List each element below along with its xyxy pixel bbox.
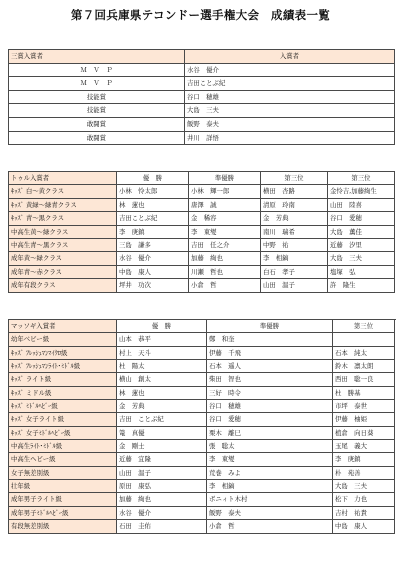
second-place: 張 聡太 — [207, 440, 333, 453]
sanshou-row — [9, 104, 395, 118]
second-place: 李 東燮 — [189, 225, 261, 238]
second-place: 川瀬 哲也 — [189, 265, 261, 278]
sparring-row — [9, 493, 395, 506]
tul-row — [9, 265, 395, 278]
third-place: 中島 康人 — [333, 520, 395, 533]
third-place: 白石 孝子 — [261, 265, 328, 278]
third-place: 市坪 泰世 — [333, 400, 395, 413]
sparring-header-1: 優 勝 — [117, 320, 207, 333]
division-label: 中高生黄～緑クラス — [9, 225, 117, 238]
tul-header-1: 優 勝 — [117, 172, 189, 185]
second-place: 飯野 泰夫 — [207, 506, 333, 519]
sparring-row — [9, 440, 395, 453]
tul-header-4: 第三位 — [328, 172, 395, 185]
tul-row — [9, 238, 395, 251]
winner-name: 大島 三夫 — [185, 104, 395, 118]
sanshou-row — [9, 63, 395, 77]
winner-name: 吉田ことぶ紀 — [185, 77, 395, 91]
second-place: 栗木 離巳 — [207, 426, 333, 439]
division-label: ｷｯｽﾞ ﾐﾄﾞﾙﾍﾋﾞｰ級 — [9, 400, 117, 413]
division-label: 成年男子ライト級 — [9, 493, 117, 506]
first-place: 坪井 功次 — [117, 279, 189, 292]
winner-name: 谷口 穂雄 — [185, 90, 395, 104]
division-label: ｷｯｽﾞ 女子ﾐﾄﾞﾙﾍﾋﾞｰ級 — [9, 426, 117, 439]
winner-name: 水谷 優介 — [185, 63, 395, 77]
award-label: 技能賞 — [9, 104, 185, 118]
sanshou-row — [9, 131, 395, 145]
third-place: 西田 聡一良 — [333, 373, 395, 386]
second-place: 伊藤 千飛 — [207, 346, 333, 359]
first-place: 李 庚鎮 — [117, 225, 189, 238]
second-place: 三好 時令 — [207, 386, 333, 399]
third-place-alt: 塩塚 弘 — [328, 265, 395, 278]
tul-table — [8, 171, 395, 293]
tul-row — [9, 225, 395, 238]
division-label: 成年黄～緑クラス — [9, 252, 117, 265]
first-place: 水谷 優介 — [117, 506, 207, 519]
winner-name: 井川 詳悟 — [185, 131, 395, 145]
sparring-row — [9, 386, 395, 399]
first-place: 原田 康弘 — [117, 480, 207, 493]
winner-name: 飯野 泰夫 — [185, 117, 395, 131]
division-label: 中高生青～黒クラス — [9, 238, 117, 251]
third-place: 山田 温子 — [261, 279, 328, 292]
division-label: 壮年級 — [9, 480, 117, 493]
tul-row — [9, 212, 395, 225]
sparring-row — [9, 333, 395, 346]
division-label: 中高生ヘビー級 — [9, 453, 117, 466]
first-place: 金 剛士 — [117, 440, 207, 453]
sparring-row — [9, 373, 395, 386]
first-place: 小林 怜太郎 — [117, 185, 189, 198]
third-place — [333, 333, 395, 346]
award-label: 敢闘賞 — [9, 131, 185, 145]
first-place: 村上 天斗 — [117, 346, 207, 359]
third-place: 李 庚鎮 — [333, 453, 395, 466]
third-place-alt: 谷口 愛穂 — [328, 212, 395, 225]
division-label: ｷｯｽﾞ ミドル級 — [9, 386, 117, 399]
sparring-row — [9, 346, 395, 359]
sparring-header-row — [9, 320, 395, 333]
division-label: ｷｯｽﾞ 黄緑～緑青クラス — [9, 198, 117, 211]
award-label: Ｍ Ｖ Ｐ — [9, 77, 185, 91]
second-place: 李 相鎬 — [207, 480, 333, 493]
sparring-table — [8, 319, 395, 534]
division-label: ｷｯｽﾞ ﾌﾚｯｼｭﾏﾝﾏｲｸﾛ級 — [9, 346, 117, 359]
sparring-row — [9, 466, 395, 479]
sanshou-row — [9, 90, 395, 104]
second-place: 小倉 哲 — [189, 279, 261, 292]
third-place-alt: 大島 薫佳 — [328, 225, 395, 238]
sanshou-header-row — [9, 50, 395, 64]
first-place: 林 蓮也 — [117, 198, 189, 211]
division-label: ｷｯｽﾞ 白～黄クラス — [9, 185, 117, 198]
first-place: 横山 創太 — [117, 373, 207, 386]
third-place: 清原 玲南 — [261, 198, 328, 211]
third-place: 李 相鎬 — [261, 252, 328, 265]
third-place: 中野 祐 — [261, 238, 328, 251]
third-place: 吉村 祐貴 — [333, 506, 395, 519]
first-place: 加藤 絢也 — [117, 493, 207, 506]
first-place: 石田 圭佑 — [117, 520, 207, 533]
second-place: 金 稀容 — [189, 212, 261, 225]
third-place: 朴 苑善 — [333, 466, 395, 479]
first-place: 山田 温子 — [117, 466, 207, 479]
sparring-header-2: 準優勝 — [207, 320, 333, 333]
sanshou-row — [9, 77, 395, 91]
third-place-alt: 金怜吉,加藤絢生 — [328, 185, 395, 198]
first-place: 吉田 ことぶ紀 — [117, 413, 207, 426]
first-place: 水谷 優介 — [117, 252, 189, 265]
third-place-alt: 近藤 汐里 — [328, 238, 395, 251]
division-label: ｷｯｽﾞ ﾌﾚｯｼｭﾏﾝﾗｲﾄ･ﾐﾄﾞﾙ級 — [9, 360, 117, 373]
third-place: 松下 力也 — [333, 493, 395, 506]
first-place: 近藤 宜隆 — [117, 453, 207, 466]
sanshou-title: 三賞入賞者 — [9, 50, 185, 64]
division-label: 中高生ﾗｲﾄ･ﾐﾄﾞﾙ級 — [9, 440, 117, 453]
tul-title: トゥル入賞者 — [9, 172, 117, 185]
third-place: 伊藤 柚姫 — [333, 413, 395, 426]
sparring-row — [9, 480, 395, 493]
sparring-row — [9, 426, 395, 439]
sparring-row — [9, 506, 395, 519]
tul-row — [9, 185, 395, 198]
second-place: ボニィト木村 — [207, 493, 333, 506]
sparring-row — [9, 520, 395, 533]
division-label: 成年有段クラス — [9, 279, 117, 292]
sparring-header-3: 第三位 — [333, 320, 395, 333]
third-place: 植倉 向日葵 — [333, 426, 395, 439]
second-place: 荒巻 みよ — [207, 466, 333, 479]
sanshou-winner-header: 入賞者 — [185, 50, 395, 64]
award-label: Ｍ Ｖ Ｐ — [9, 63, 185, 77]
tul-header-3: 第三位 — [261, 172, 328, 185]
tul-row — [9, 252, 395, 265]
second-place: 柴田 智也 — [207, 373, 333, 386]
tul-row — [9, 198, 395, 211]
third-place: 鈴木 凛太朗 — [333, 360, 395, 373]
second-place: 谷口 愛穂 — [207, 413, 333, 426]
division-label: 女子無差別級 — [9, 466, 117, 479]
third-place: 大島 三夫 — [333, 480, 395, 493]
first-place: 中島 康人 — [117, 265, 189, 278]
first-place: 吉田ことぶ紀 — [117, 212, 189, 225]
award-label: 敢闘賞 — [9, 117, 185, 131]
tul-header-row — [9, 172, 395, 185]
tul-header-2: 準優勝 — [189, 172, 261, 185]
sanshou-table — [8, 49, 395, 145]
third-place-alt: 許 隆生 — [328, 279, 395, 292]
sparring-row — [9, 400, 395, 413]
third-place: 玉尾 義大 — [333, 440, 395, 453]
first-place: 三島 謙多 — [117, 238, 189, 251]
second-place: 鄭 和奎 — [207, 333, 333, 346]
second-place: 小倉 哲 — [207, 520, 333, 533]
division-label: 成年青～赤クラス — [9, 265, 117, 278]
third-place-alt: 大島 三夫 — [328, 252, 395, 265]
sparring-row — [9, 413, 395, 426]
third-place: 南川 瑞希 — [261, 225, 328, 238]
second-place: 李 東燮 — [207, 453, 333, 466]
third-place: 石本 純太 — [333, 346, 395, 359]
second-place: 谷口 穂雄 — [207, 400, 333, 413]
second-place: 加藤 絢也 — [189, 252, 261, 265]
third-place: 横田 杏路 — [261, 185, 328, 198]
second-place: 石本 遥人 — [207, 360, 333, 373]
sparring-row — [9, 360, 395, 373]
sparring-title: マッソギ入賞者 — [9, 320, 117, 333]
page-title: 第７回兵庫県テコンドー選手権大会 成績表一覧 — [70, 8, 331, 22]
first-place: 篭 真優 — [117, 426, 207, 439]
first-place: 金 芳典 — [117, 400, 207, 413]
third-place: 金 芳典 — [261, 212, 328, 225]
division-label: ｷｯｽﾞ 女子ライト級 — [9, 413, 117, 426]
division-label: 成年男子ﾐﾄﾞﾙﾍﾋﾞｰ級 — [9, 506, 117, 519]
division-label: ｷｯｽﾞ 青～黒クラス — [9, 212, 117, 225]
third-place: 杜 勝基 — [333, 386, 395, 399]
division-label: 有段無差別級 — [9, 520, 117, 533]
second-place: 唐澤 誠 — [189, 198, 261, 211]
tul-row — [9, 279, 395, 292]
first-place: 杜 陽太 — [117, 360, 207, 373]
second-place: 小林 輝一郎 — [189, 185, 261, 198]
award-label: 技能賞 — [9, 90, 185, 104]
third-place-alt: 山田 陸喜 — [328, 198, 395, 211]
sanshou-row — [9, 117, 395, 131]
second-place: 吉田 任之介 — [189, 238, 261, 251]
division-label: 幼年ベビー級 — [9, 333, 117, 346]
sparring-row — [9, 453, 395, 466]
division-label: ｷｯｽﾞ ライト級 — [9, 373, 117, 386]
first-place: 山本 恭平 — [117, 333, 207, 346]
first-place: 林 蓮也 — [117, 386, 207, 399]
